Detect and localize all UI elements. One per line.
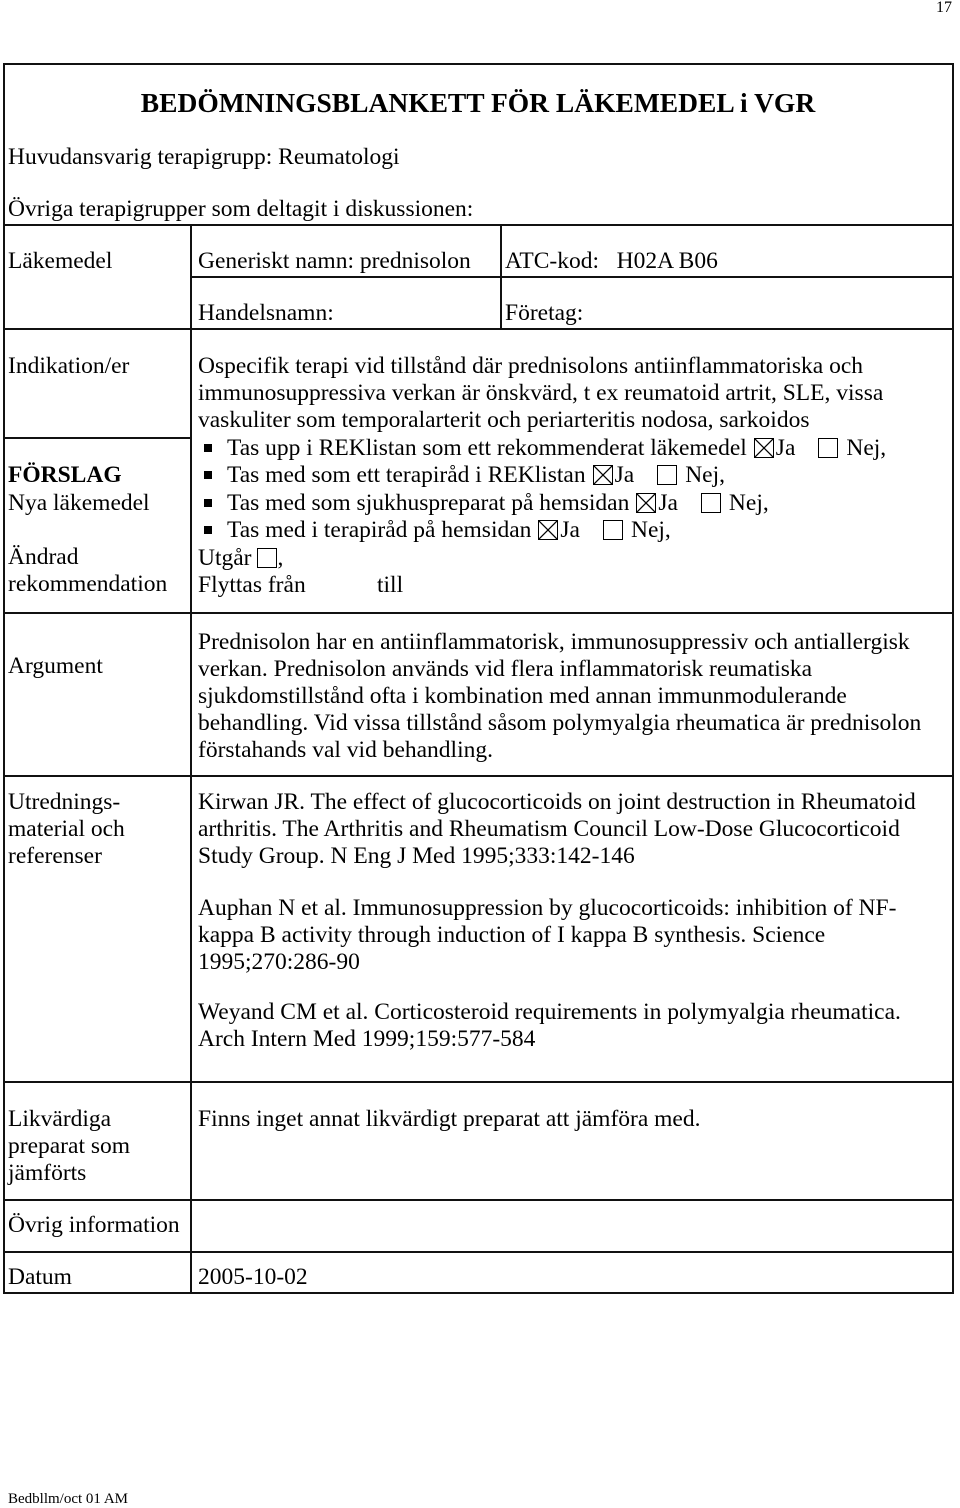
date-label: Datum: [8, 1264, 72, 1290]
no-label: Nej,: [846, 435, 887, 461]
column-divider-atc: [500, 224, 502, 329]
yes-label: Ja: [614, 462, 635, 488]
other-groups: Övriga terapigrupper som deltagit i diskussionen:: [8, 196, 474, 222]
row-divider-references-top: [3, 775, 954, 777]
proposal-label: FÖRSLAG: [8, 462, 122, 488]
references-label: material och: [8, 816, 125, 842]
discontinued-row: [198, 545, 283, 572]
table-border-left: [3, 63, 5, 1294]
trade-name: Handelsnamn:: [198, 300, 334, 326]
check-mark-icon: [637, 494, 655, 512]
row-divider-equivalents-top: [3, 1081, 954, 1083]
reference-line: arthritis. The Arthritis and Rheumatism Council Low-Dose Glucocorticoid: [198, 816, 900, 842]
form-title: BEDÖMNINGSBLANKETT FÖR LÄKEMEDEL i VGR: [140, 87, 816, 118]
no-label: Nej,: [728, 490, 769, 516]
date-value: 2005-10-02: [198, 1264, 308, 1290]
company: Företag:: [505, 300, 584, 326]
row-divider-indication-top: [3, 328, 954, 330]
responsible-group: Huvudansvarig terapigrupp: Reumatologi: [8, 144, 400, 170]
table-border-right: [952, 63, 954, 1294]
yes-label: Ja: [560, 517, 580, 543]
row-divider-drug-top: [3, 224, 954, 226]
changed-recommendation-label: Ändrad: [8, 544, 79, 570]
argument-text-line: behandling. Vid vissa tillstånd såsom polymyalgia rheumatica är prednisolon: [198, 710, 922, 736]
no-label: Nej,: [630, 517, 671, 543]
table-border-bottom: [3, 1292, 954, 1294]
discontinued-label: Utgår: [198, 545, 252, 571]
row-divider-date-top: [3, 1251, 954, 1253]
equivalents-label: preparat som: [8, 1133, 131, 1159]
row-divider-other-info-top: [3, 1199, 954, 1201]
table-border-top: [3, 63, 954, 65]
checkbox-yes[interactable]: [593, 465, 613, 485]
no-label: Nej,: [685, 462, 725, 488]
equivalents-text: Finns inget annat likvärdigt preparat att jämföra med.: [198, 1106, 701, 1132]
check-mark-icon: [755, 439, 773, 457]
checkbox-discontinued[interactable]: [257, 548, 277, 568]
row-divider-drug-middle: [190, 276, 954, 278]
argument-text-line: förstahands val vid behandling.: [198, 737, 493, 763]
indication-label: Indikation/er: [8, 353, 130, 379]
option-text: Tas med som sjukhuspreparat på hemsidan: [227, 490, 630, 516]
option-text: Tas med i terapiråd på hemsidan: [227, 517, 532, 543]
argument-text-line: Prednisolon har en antiinflammatorisk, immunosuppressiv och antiallergisk: [198, 629, 910, 655]
option-text: Tas upp i REKlistan som ett rekommenderat läkemedel: [227, 435, 747, 461]
discontinued-suffix: ,: [277, 545, 284, 571]
moved-to-label: till: [377, 572, 404, 598]
reference-line: Study Group. N Eng J Med 1995;333:142-146: [198, 843, 635, 869]
argument-label: Argument: [8, 653, 103, 679]
checkbox-no[interactable]: [701, 493, 721, 513]
indication-text-line: vaskuliter som temporalarterit och periarteritis nodosa, sarkoidos: [198, 407, 810, 433]
option-row: [204, 462, 725, 489]
checkbox-no[interactable]: [818, 438, 838, 458]
equivalents-label: jämförts: [8, 1160, 87, 1186]
column-divider-label: [190, 224, 192, 1294]
bullet-icon: [204, 499, 212, 507]
bullet-icon: [204, 471, 212, 479]
check-mark-icon: [594, 466, 612, 484]
other-info-label: Övrig information: [8, 1212, 180, 1238]
changed-recommendation-label: rekommendation: [8, 571, 168, 597]
checkbox-yes[interactable]: [636, 493, 656, 513]
reference-line: Weyand CM et al. Corticosteroid requirements in polymyalgia rheumatica.: [198, 999, 901, 1025]
references-label: referenser: [8, 843, 102, 869]
bullet-icon: [204, 444, 212, 452]
checkbox-yes[interactable]: [754, 438, 774, 458]
drug-label: Läkemedel: [8, 248, 113, 274]
yes-label: Ja: [775, 435, 796, 461]
indication-text-line: immunosuppressiva verkan är önskvärd, t ex reumatoid artrit, SLE, vissa: [198, 380, 884, 406]
checkbox-yes[interactable]: [538, 520, 558, 540]
reference-line: 1995;270:286-90: [198, 949, 360, 975]
generic-name: Generiskt namn: prednisolon: [198, 248, 471, 274]
reference-line: Auphan N et al. Immunosuppression by glucocorticoids: inhibition of NF-: [198, 895, 897, 921]
new-drugs-label: Nya läkemedel: [8, 490, 150, 516]
option-row: [204, 435, 886, 462]
page-number: 17: [936, 0, 952, 16]
option-row: [204, 490, 769, 517]
row-divider-proposal: [3, 437, 191, 439]
argument-text-line: sjukdomstillstånd ofta i kombination med annan immunmodulerande: [198, 683, 847, 709]
reference-line: Arch Intern Med 1999;159:577-584: [198, 1026, 536, 1052]
option-row: [204, 517, 671, 544]
references-label: Utrednings-: [8, 789, 121, 815]
checkbox-no[interactable]: [657, 465, 677, 485]
reference-line: kappa B activity through induction of I kappa B synthesis. Science: [198, 922, 826, 948]
check-mark-icon: [539, 521, 557, 539]
atc-code: ATC-kod: H02A B06: [505, 248, 718, 274]
option-text: Tas med som ett terapiråd i REKlistan: [227, 462, 586, 488]
footer-code: Bedbllm/oct 01 AM: [8, 1491, 128, 1507]
yes-label: Ja: [658, 490, 678, 516]
bullet-icon: [204, 526, 212, 534]
row-divider-argument-top: [3, 612, 954, 614]
moved-from-label: Flyttas från: [198, 572, 306, 598]
equivalents-label: Likvärdiga: [8, 1106, 112, 1132]
checkbox-no[interactable]: [603, 520, 623, 540]
reference-line: Kirwan JR. The effect of glucocorticoids on joint destruction in Rheumatoid: [198, 789, 916, 815]
indication-text-line: Ospecifik terapi vid tillstånd där prednisolons antiinflammatoriska och: [198, 353, 864, 379]
argument-text-line: verkan. Prednisolon används vid flera inflammatorisk reumatiska: [198, 656, 813, 682]
